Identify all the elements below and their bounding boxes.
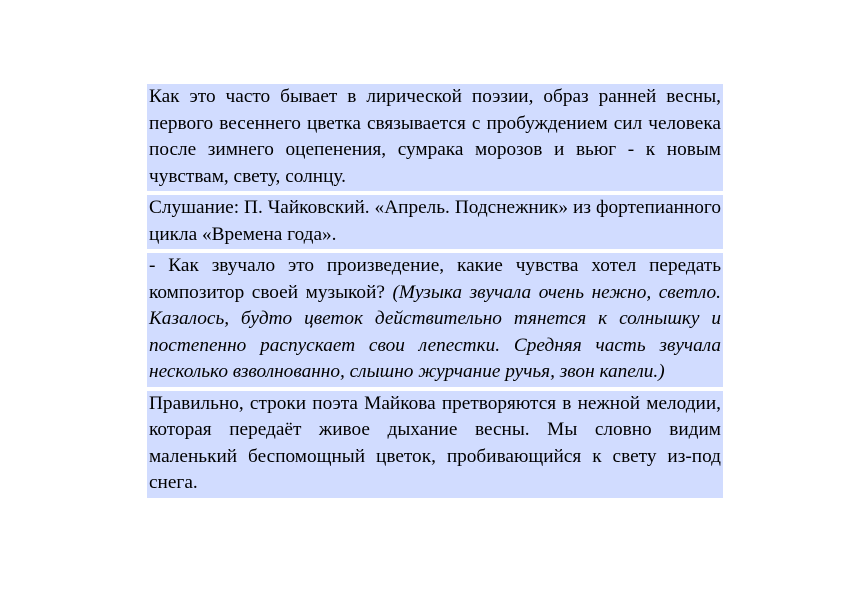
paragraph-intro: Как это часто бывает в лирической поэзии, образ ранней весны, первого весеннего цветка связывается с пробуждением сил человека после зимнего оцепенения, сумрака морозов и вьюг - к новым чувствам, свету, солнцу.	[147, 84, 723, 191]
paragraph-conclusion: Правильно, строки поэта Майкова претворяются в нежной мелодии, которая передаёт живое дыхание весны. Мы словно видим маленький беспомощный цветок, пробивающийся к свету из-под снега.	[147, 391, 723, 498]
paragraph-question	[147, 253, 723, 387]
answer-text: (Музыка звучала очень нежно, светло. Казалось, будто цветок действительно тянется к солнышку и постепенно распускает свои лепестки. Средняя часть звучала несколько взволнованно, слышно журчание ручья, звон капели.)	[149, 281, 721, 382]
paragraph-listening: Слушание: П. Чайковский. «Апрель. Подснежник» из фортепианного цикла «Времена года».	[147, 195, 723, 249]
question-text: - Как звучало это произведение, какие чувства хотел передать композитор своей музыкой?	[149, 255, 721, 303]
text-block	[147, 84, 723, 498]
